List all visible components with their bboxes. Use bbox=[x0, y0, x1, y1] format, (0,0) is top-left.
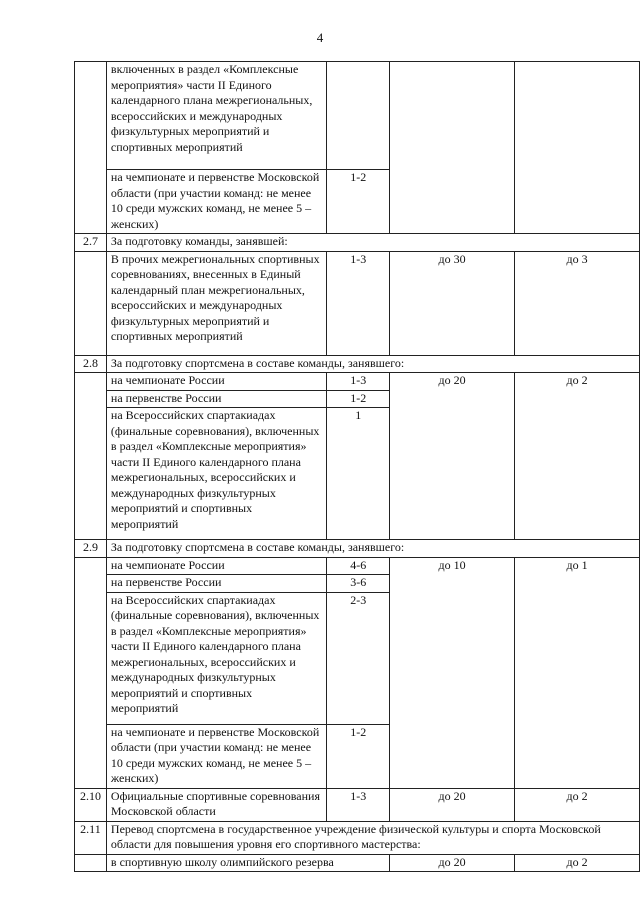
place-cell: 1-2 bbox=[327, 170, 390, 234]
competition-cell: В прочих межрегиональных спортивных соревнованиях, внесенных в Единый календарный план межрегиональных, всероссийских и международных физкультурных мероприятий и спортивных мероприятий bbox=[106, 251, 326, 355]
limit-cell: до 1 bbox=[515, 557, 640, 788]
section-number: 2.9 bbox=[75, 540, 107, 558]
table-row bbox=[75, 62, 640, 170]
place-cell: 2-3 bbox=[327, 592, 390, 724]
amount-cell: до 20 bbox=[390, 788, 515, 821]
page-number: 4 bbox=[316, 30, 324, 45]
place-cell: 3-6 bbox=[327, 575, 390, 593]
section-header-row bbox=[75, 234, 640, 252]
competition-cell: на Всероссийских спартакиадах (финальные соревнования), включенных в раздел «Комплексные мероприятия» части II Единого календарного плана межрегиональных, всероссийских и международных физкультурных мероприятий и спортивных мероприятий bbox=[106, 592, 326, 724]
place-cell: 1 bbox=[327, 408, 390, 540]
section-number: 2.7 bbox=[75, 234, 107, 252]
place-cell: 4-6 bbox=[327, 557, 390, 575]
section-header-row bbox=[75, 540, 640, 558]
section-number: 2.10 bbox=[75, 788, 107, 821]
row-number bbox=[75, 62, 107, 234]
section-header-row bbox=[75, 821, 640, 854]
table-row bbox=[75, 251, 640, 355]
competition-cell: Официальные спортивные соревнования Московской области bbox=[106, 788, 326, 821]
place-cell: 1-3 bbox=[327, 373, 390, 391]
amount-cell: до 30 bbox=[390, 251, 515, 355]
place-cell: 1-3 bbox=[327, 788, 390, 821]
place-cell bbox=[327, 62, 390, 170]
section-number: 2.8 bbox=[75, 355, 107, 373]
limit-cell: до 2 bbox=[515, 788, 640, 821]
amount-cell: до 20 bbox=[390, 854, 515, 872]
competition-cell: на Всероссийских спартакиадах (финальные соревнования), включенных в раздел «Комплексные мероприятия» части II Единого календарного плана межрегиональных, всероссийских и международных физкультурных мероприятий и спортивных мероприятий bbox=[106, 408, 326, 540]
place-cell: 1-2 bbox=[327, 390, 390, 408]
competition-cell: в спортивную школу олимпийского резерва bbox=[106, 854, 389, 872]
section-title: За подготовку спортсмена в составе команды, занявшего: bbox=[106, 355, 639, 373]
competition-cell: на первенстве России bbox=[106, 390, 326, 408]
table-row bbox=[75, 854, 640, 872]
limit-cell: до 2 bbox=[515, 373, 640, 540]
competition-cell: на чемпионате и первенстве Московской области (при участии команд: не менее 10 среди мужских команд, не менее 5 – женских) bbox=[106, 170, 326, 234]
competition-cell: на чемпионате России bbox=[106, 557, 326, 575]
competition-cell: на чемпионате и первенстве Московской области (при участии команд: не менее 10 среди мужских команд, не менее 5 – женских) bbox=[106, 724, 326, 788]
table-row bbox=[75, 373, 640, 391]
competition-cell: включенных в раздел «Комплексные мероприятия» части II Единого календарного плана межрегиональных, всероссийских и международных физкультурных мероприятий и спортивных мероприятий bbox=[106, 62, 326, 170]
competition-cell: на первенстве России bbox=[106, 575, 326, 593]
section-header-row bbox=[75, 355, 640, 373]
competition-cell: на чемпионате России bbox=[106, 373, 326, 391]
award-table bbox=[74, 61, 640, 872]
amount-cell bbox=[390, 62, 515, 234]
table-row bbox=[75, 557, 640, 575]
limit-cell: до 3 bbox=[515, 251, 640, 355]
table-row bbox=[75, 788, 640, 821]
section-title: За подготовку команды, занявшей: bbox=[106, 234, 639, 252]
section-title: Перевод спортсмена в государственное учреждение физической культуры и спорта Московской области для повышения уровня его спортивного мастерства: bbox=[106, 821, 639, 854]
limit-cell: до 2 bbox=[515, 854, 640, 872]
amount-cell: до 20 bbox=[390, 373, 515, 540]
section-title: За подготовку спортсмена в составе команды, занявшего: bbox=[106, 540, 639, 558]
place-cell: 1-2 bbox=[327, 724, 390, 788]
amount-cell: до 10 bbox=[390, 557, 515, 788]
place-cell: 1-3 bbox=[327, 251, 390, 355]
limit-cell bbox=[515, 62, 640, 234]
section-number: 2.11 bbox=[75, 821, 107, 854]
